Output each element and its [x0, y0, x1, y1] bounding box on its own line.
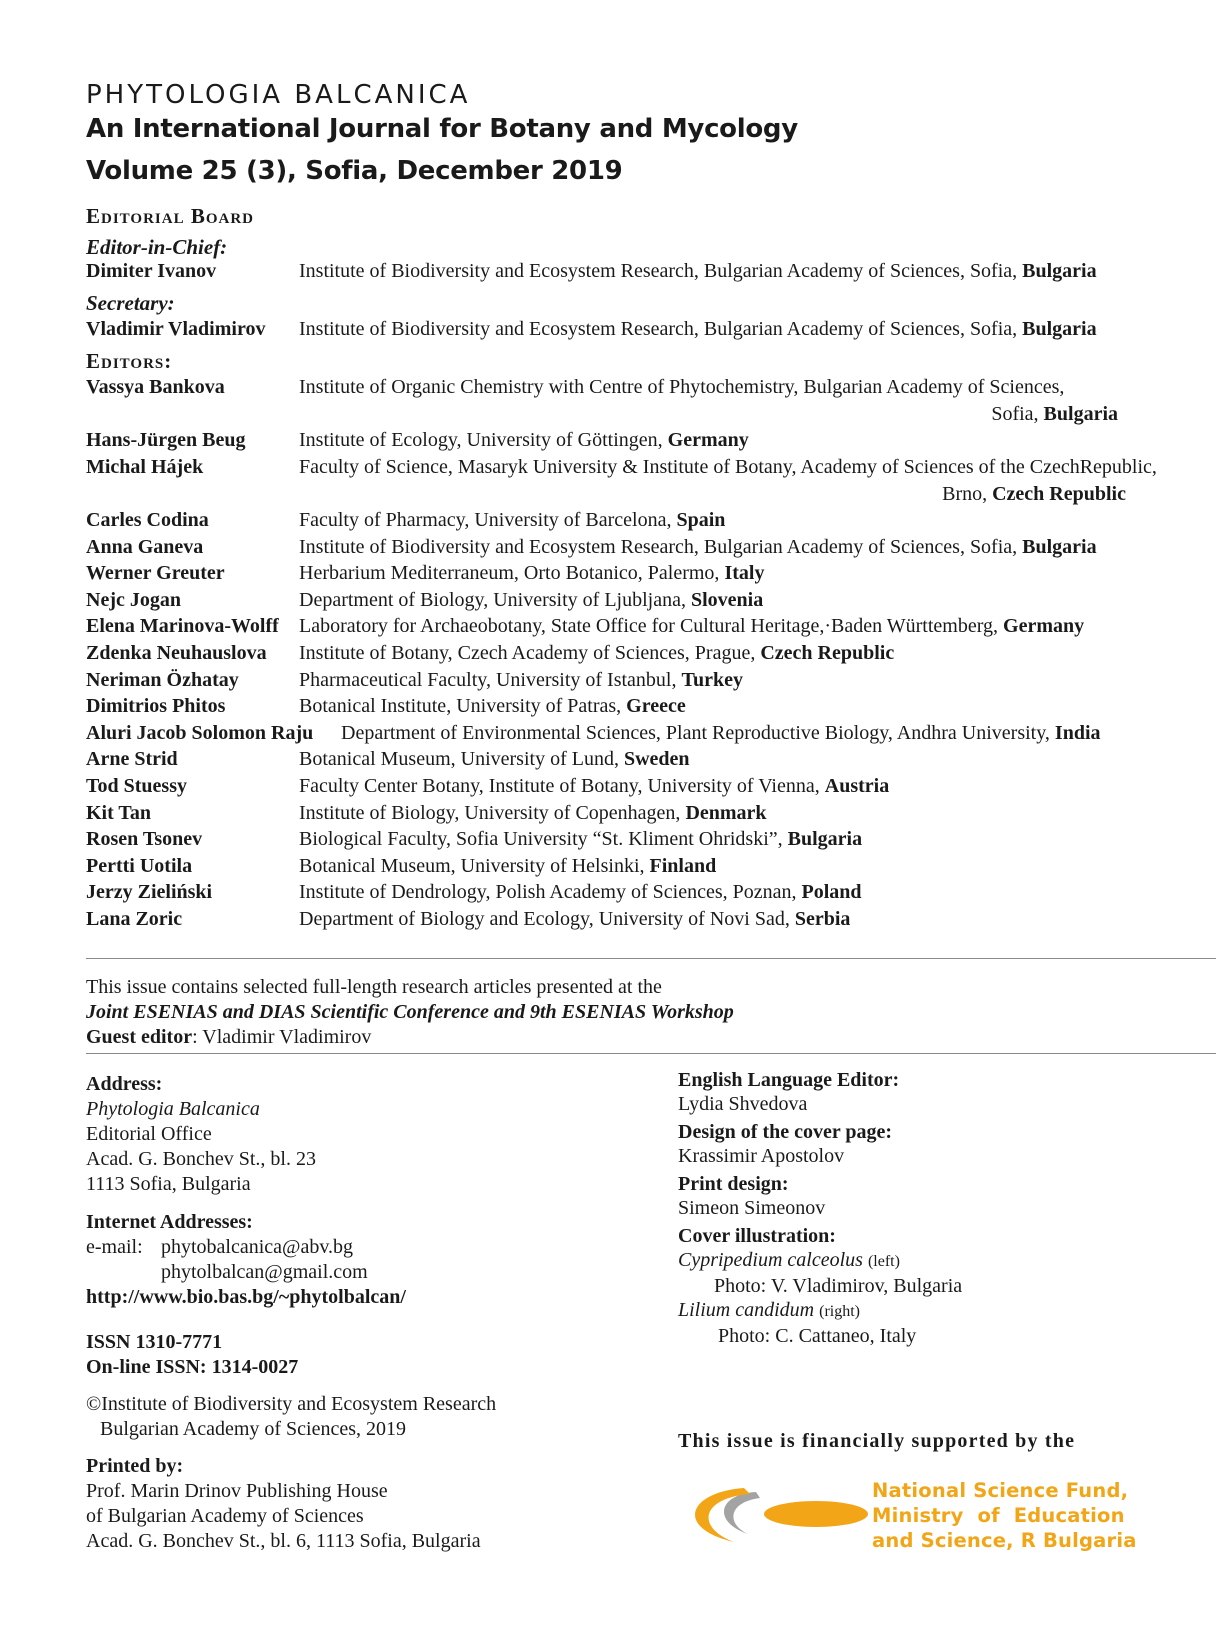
- editor-name: Dimitrios Phitos: [86, 695, 226, 718]
- printed-line1: Prof. Marin Drinov Publishing House: [86, 1480, 388, 1502]
- illustration-1-species: Cypripedium calceolus: [678, 1249, 863, 1271]
- affiliation-text: Biological Faculty, Sofia University “St. Kliment Ohridski”,: [299, 828, 783, 851]
- guest-editor-label: Guest editor: [86, 1026, 193, 1048]
- volume-line: Volume 25 (3), Sofia, December 2019: [86, 156, 623, 186]
- cover-design-name: Krassimir Apostolov: [678, 1145, 845, 1167]
- illustration-1: Cypripedium calceolus (left): [678, 1249, 900, 1271]
- affiliation-text: Institute of Biology, University of Copenhagen,: [299, 801, 681, 824]
- credits-block: [678, 1068, 962, 1348]
- editor-name: Hans-Jürgen Beug: [86, 429, 246, 452]
- editor-affiliation: [299, 258, 1097, 285]
- affiliation-text: Pharmaceutical Faculty, University of Istanbul,: [299, 668, 677, 691]
- editor-affiliation: [299, 667, 743, 694]
- illustration-2-species: Lilium candidum: [678, 1299, 815, 1321]
- editor-affiliation: [299, 746, 690, 773]
- illustration-2: Lilium candidum (right): [678, 1299, 860, 1321]
- affiliation-text: Institute of Ecology, University of Göttingen,: [299, 429, 663, 452]
- address-street: Acad. G. Bonchev St., bl. 23: [86, 1148, 316, 1170]
- editor-name: Jerzy Zieliński: [86, 881, 213, 904]
- divider-bottom: [86, 1053, 1216, 1054]
- editor-affiliation: [299, 800, 767, 827]
- editor-affiliation: [299, 613, 1084, 640]
- editor-name: Anna Ganeva: [86, 535, 204, 558]
- editor-name: Lana Zoric: [86, 908, 183, 930]
- printed-label: Printed by:: [86, 1455, 184, 1477]
- print-design-label: Print design:: [678, 1173, 789, 1195]
- copyright-line1: ©Institute of Biodiversity and Ecosystem Research: [86, 1393, 497, 1415]
- english-editor-label: English Language Editor:: [678, 1069, 900, 1091]
- national-science-fund-logo: [678, 1478, 868, 1548]
- editor-name: Dimiter Ivanov: [86, 260, 217, 282]
- affiliation-text: Faculty Center Botany, Institute of Botany, University of Vienna,: [299, 775, 820, 797]
- secretary-label: Secretary:: [86, 291, 175, 315]
- logo-orange-oval: [764, 1501, 868, 1527]
- editor-affiliation: [299, 507, 725, 534]
- address-city: 1113 Sofia, Bulgaria: [86, 1173, 251, 1195]
- affiliation-text: Department of Biology, University of Ljubljana,: [299, 588, 686, 611]
- journal-subtitle: An International Journal for Botany and Mycology: [86, 114, 798, 144]
- email-label: e-mail:: [86, 1236, 143, 1258]
- editor-name: Kit Tan: [86, 801, 152, 824]
- affiliation-text: Botanical Institute, University of Patras,: [299, 695, 622, 718]
- affiliation-country: Denmark: [685, 801, 767, 824]
- editor-affiliation: [299, 693, 686, 720]
- divider-top: [86, 958, 1216, 959]
- guest-editor-name: : Vladimir Vladimirov: [192, 1026, 372, 1048]
- issn-print: ISSN 1310-7771: [86, 1331, 223, 1353]
- editor-name: Werner Greuter: [86, 562, 225, 585]
- affiliation-text: Laboratory for Archaeobotany, State Office for Cultural Heritage,·Baden Württemberg,: [299, 615, 999, 638]
- affiliation-text: Botanical Museum, University of Lund,: [299, 748, 619, 771]
- affiliation-continuation: [991, 401, 1118, 428]
- affiliation-text: Institute of Biodiversity and Ecosystem Research, Bulgarian Academy of Sciences, Sofia,: [299, 260, 1018, 282]
- editor-name: Aluri Jacob Solomon Raju: [86, 721, 314, 744]
- affiliation-text: Institute of Biodiversity and Ecosystem Research, Bulgarian Academy of Sciences, Sofia,: [299, 535, 1018, 558]
- affiliation-text: Faculty of Pharmacy, University of Barcelona,: [299, 509, 672, 531]
- editor-affiliation: [299, 879, 862, 906]
- illustration-2-position: right: [824, 1303, 855, 1320]
- address-label: Address:: [86, 1073, 163, 1095]
- editor-name: Tod Stuessy: [86, 775, 187, 797]
- editor-affiliation: [299, 826, 862, 853]
- editor-affiliation: [299, 534, 1097, 561]
- editors-heading: Editors:: [86, 349, 173, 373]
- affiliation-country: Slovenia: [690, 588, 764, 611]
- affiliation-country: Czech Republic: [992, 482, 1126, 505]
- editorial-board-heading: Editorial Board: [86, 204, 255, 228]
- address-journal: Phytologia Balcanica: [86, 1098, 260, 1120]
- affiliation-text: Botanical Museum, University of Helsinki,: [299, 854, 645, 877]
- editor-name: Carles Codina: [86, 509, 209, 531]
- editor-name: Nejc Jogan: [86, 588, 181, 611]
- internet-label: Internet Addresses:: [86, 1211, 253, 1233]
- affiliation-country: Finland: [649, 854, 717, 877]
- editor-name: Pertti Uotila: [86, 854, 193, 877]
- affiliation-city: Sofia,: [991, 403, 1039, 425]
- affiliation-continuation: [942, 481, 1126, 508]
- affiliation-country: Italy: [724, 562, 765, 585]
- editor-affiliation: [299, 560, 764, 587]
- logo-text-line2: Ministry of Education: [872, 1504, 1125, 1527]
- affiliation-text: Institute of Organic Chemistry with Centre of Phytochemistry, Bulgarian Academy of Sciences,: [299, 376, 1065, 398]
- editor-name: Michal Hájek: [86, 455, 204, 478]
- editor-name: Rosen Tsonev: [86, 828, 203, 851]
- editor-affiliation: [299, 906, 850, 933]
- logo-text: [872, 1478, 1137, 1553]
- editor-affiliation: [299, 773, 889, 800]
- logo-text-line3: and Science, R Bulgaria: [872, 1529, 1137, 1552]
- affiliation-country: Bulgaria: [1022, 318, 1097, 340]
- affiliation-country: Serbia: [794, 908, 851, 930]
- english-editor-name: Lydia Shvedova: [678, 1093, 808, 1115]
- affiliation-country: Turkey: [681, 668, 744, 691]
- printed-block: [86, 1454, 481, 1554]
- issn-block: [86, 1330, 298, 1380]
- affiliation-country: Czech Republic: [760, 642, 895, 664]
- editor-name: Vassya Bankova: [86, 376, 225, 398]
- issn-online: On-line ISSN: 1314-0027: [86, 1356, 299, 1378]
- affiliation-country: Bulgaria: [1043, 403, 1118, 425]
- editor-affiliation: [299, 427, 749, 454]
- illustration-2-photo: Photo: C. Cattaneo, Italy: [718, 1325, 917, 1347]
- secretary-affiliation: [299, 316, 1097, 343]
- illustration-1-photo: Photo: V. Vladimirov, Bulgaria: [714, 1275, 963, 1297]
- copyright-block: [86, 1392, 496, 1442]
- affiliation-country: India: [1054, 721, 1101, 744]
- affiliation-text: Institute of Botany, Czech Academy of Sciences, Prague,: [299, 642, 756, 664]
- print-design-name: Simeon Simeonov: [678, 1197, 826, 1219]
- affiliation-text: Faculty of Science, Masaryk University & Institute of Botany, Academy of Sciences of the CzechRepublic,: [299, 455, 1157, 478]
- internet-block: [86, 1210, 406, 1310]
- address-block: [86, 1072, 316, 1197]
- email-secondary[interactable]: phytolbalcan@gmail.com: [161, 1261, 368, 1283]
- editor-affiliation: [341, 720, 1101, 747]
- editor-name: Neriman Özhatay: [86, 668, 239, 691]
- guest-editor-line: [86, 1026, 371, 1049]
- affiliation-country: Greece: [626, 695, 686, 718]
- affiliation-country: Bulgaria: [1022, 535, 1097, 558]
- cover-illustration-label: Cover illustration:: [678, 1225, 836, 1247]
- affiliation-country: Sweden: [623, 748, 690, 771]
- affiliation-text: Institute of Dendrology, Polish Academy of Sciences, Poznan,: [299, 881, 797, 904]
- affiliation-country: Bulgaria: [787, 828, 863, 851]
- affiliation-country: Bulgaria: [1022, 260, 1097, 282]
- affiliation-country: Spain: [676, 509, 726, 531]
- affiliation-city: Brno,: [942, 482, 988, 505]
- editor-name: Elena Marinova-Wolff: [86, 615, 279, 638]
- issue-note-line: This issue contains selected full-length research articles presented at the: [86, 976, 662, 998]
- editor-affiliation: [299, 640, 894, 667]
- affiliation-text: Department of Environmental Sciences, Plant Reproductive Biology, Andhra University,: [341, 721, 1050, 744]
- illustration-1-position: left: [873, 1253, 895, 1270]
- journal-name: PHYTOLOGIA BALCANICA: [86, 80, 471, 110]
- cover-design-label: Design of the cover page:: [678, 1121, 893, 1143]
- logo-text-line1: National Science Fund,: [872, 1479, 1129, 1502]
- printed-line2: of Bulgarian Academy of Sciences: [86, 1505, 364, 1527]
- secretary-name: Vladimir Vladimirov: [86, 318, 266, 340]
- affiliation-country: Germany: [1003, 615, 1085, 638]
- printed-line3: Acad. G. Bonchev St., bl. 6, 1113 Sofia, Bulgaria: [86, 1530, 481, 1552]
- support-line: This issue is financially supported by the: [678, 1430, 1076, 1452]
- affiliation-text: Institute of Biodiversity and Ecosystem Research, Bulgarian Academy of Sciences, Sofia,: [299, 318, 1018, 340]
- affiliation-country: Germany: [667, 429, 749, 452]
- editor-affiliation: [299, 587, 763, 614]
- logo-gray-swoosh: [724, 1492, 760, 1534]
- affiliation-country: Poland: [801, 881, 862, 904]
- address-office: Editorial Office: [86, 1123, 212, 1145]
- copyright-line2: Bulgarian Academy of Sciences, 2019: [100, 1418, 407, 1440]
- email-primary[interactable]: phytobalcanica@abv.bg: [161, 1236, 354, 1258]
- editor-affiliation: [299, 454, 1157, 481]
- affiliation-text: Department of Biology and Ecology, University of Novi Sad,: [299, 908, 790, 930]
- affiliation-text: Herbarium Mediterraneum, Orto Botanico, Palermo,: [299, 562, 720, 585]
- editor-name: Zdenka Neuhauslova: [86, 642, 267, 664]
- editor-in-chief-label: Editor-in-Chief:: [86, 235, 228, 259]
- editor-name: Arne Strid: [86, 748, 178, 771]
- conference-title: Joint ESENIAS and DIAS Scientific Conference and 9th ESENIAS Workshop: [86, 1001, 734, 1023]
- editor-affiliation: [299, 853, 716, 880]
- affiliation-country: Austria: [824, 775, 890, 797]
- editor-affiliation: [299, 374, 1064, 401]
- website-link[interactable]: http://www.bio.bas.bg/~phytolbalcan/: [86, 1286, 406, 1308]
